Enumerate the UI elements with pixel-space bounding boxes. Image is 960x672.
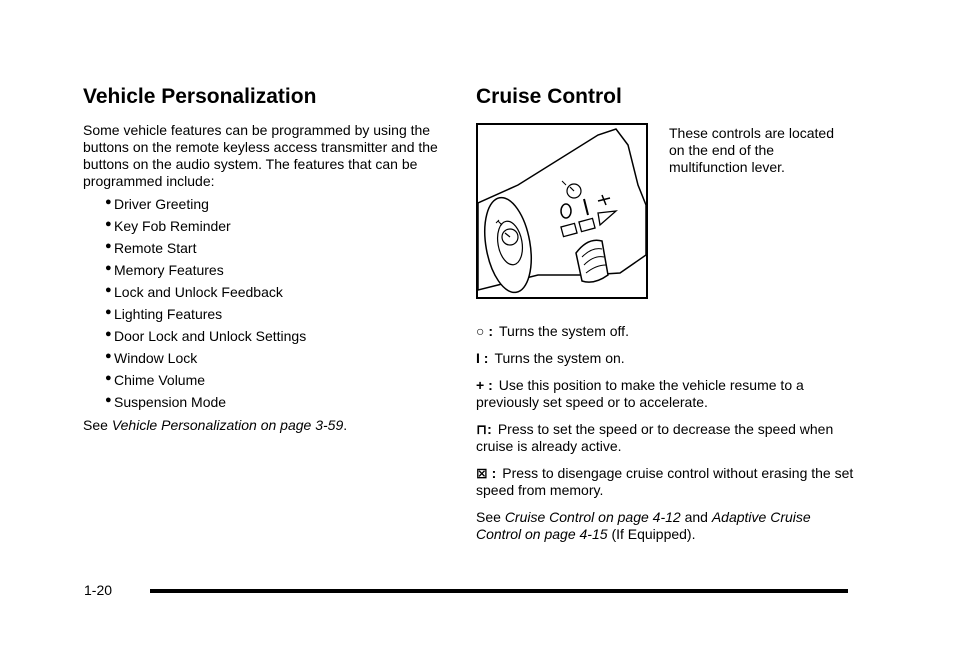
footer-divider <box>150 589 848 593</box>
list-item: ○ : Turns the system off. <box>476 323 629 339</box>
bullet-icon: ● <box>105 262 112 274</box>
list-item: ● Lighting Features <box>105 306 223 322</box>
off-icon: ○ : <box>476 323 494 339</box>
list-item: ⊠ : Press to disengage cruise control without erasing the set speed from memory. <box>476 465 854 498</box>
bullet-icon: ● <box>105 240 112 252</box>
list-item: ● Lock and Unlock Feedback <box>105 284 283 300</box>
list-item: ● Driver Greeting <box>105 196 209 212</box>
cruise-control-section <box>476 84 856 553</box>
bullet-icon: ● <box>105 350 112 362</box>
bullet-icon: ● <box>105 394 112 406</box>
bullet-icon: ● <box>105 218 112 230</box>
section-heading: Vehicle Personalization <box>83 85 317 108</box>
cross-reference: See Vehicle Personalization on page 3-59. <box>83 417 348 433</box>
page-reference-link[interactable]: Adaptive Cruise Control on page 4-15 <box>476 509 811 542</box>
on-icon: I : <box>476 350 489 366</box>
cross-reference: See Cruise Control on page 4-12 and Adaptive Cruise Control on page 4-15 (If Equipped). <box>476 509 811 542</box>
bullet-icon: ● <box>105 284 112 296</box>
list-item: + : Use this position to make the vehicle resume to a previously set speed or to accelerate. <box>476 377 804 410</box>
page-number: 1-20 <box>84 582 113 598</box>
list-item: ● Door Lock and Unlock Settings <box>105 328 307 344</box>
page-reference-link[interactable]: Cruise Control on page 4-12 <box>504 509 681 525</box>
lever-icon <box>478 125 646 297</box>
bullet-icon: ● <box>105 328 112 340</box>
set-coast-icon: ⊓: <box>476 421 492 437</box>
list-item: I : Turns the system on. <box>476 350 625 366</box>
resume-accel-icon: + : <box>476 377 493 393</box>
cancel-icon: ⊠ : <box>476 465 497 481</box>
multifunction-lever-illustration <box>476 123 648 299</box>
intro-paragraph: Some vehicle features can be programmed by using the buttons on the remote keyless access transmitter and the buttons on the audio system. The features that can be programmed include: <box>83 122 438 189</box>
feature-list <box>83 196 455 411</box>
control-descriptions <box>476 323 856 543</box>
list-item: ● Suspension Mode <box>105 394 227 410</box>
list-item: ● Memory Features <box>105 262 224 278</box>
list-item: ● Key Fob Reminder <box>105 218 231 234</box>
list-item: ● Chime Volume <box>105 372 206 388</box>
page-reference-link[interactable]: Vehicle Personalization on page 3-59 <box>111 417 344 433</box>
list-item: ● Remote Start <box>105 240 197 256</box>
bullet-icon: ● <box>105 306 112 318</box>
vehicle-personalization-section <box>83 84 455 434</box>
figure-caption: These controls are located on the end of the multifunction lever. <box>669 125 834 175</box>
bullet-icon: ● <box>105 372 112 384</box>
list-item: ⊓: Press to set the speed or to decrease the speed when cruise is already active. <box>476 421 834 454</box>
figure-row <box>476 123 856 303</box>
bullet-icon: ● <box>105 196 112 208</box>
section-heading: Cruise Control <box>476 85 622 108</box>
list-item: ● Window Lock <box>105 350 198 366</box>
